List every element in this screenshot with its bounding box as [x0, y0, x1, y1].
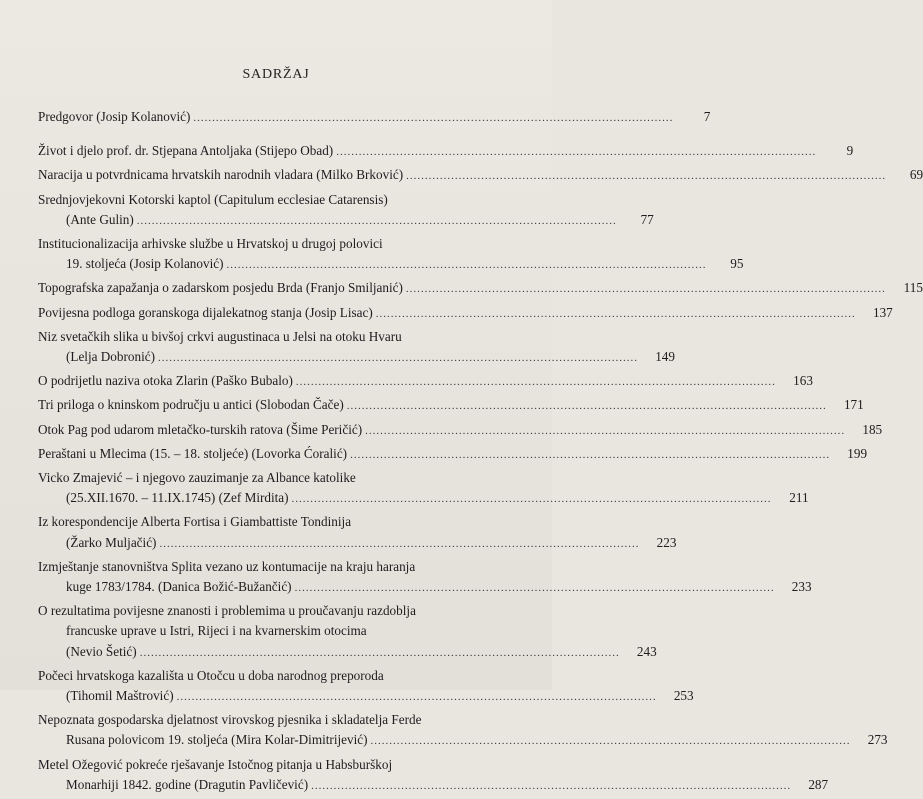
- toc-entry: [38, 190, 654, 231]
- toc-page-number: 211: [789, 490, 809, 506]
- toc-entry-text: Otok Pag pod udarom mletačko-turskih ratova (Šime Peričić): [38, 421, 363, 437]
- dot-leader: ................................................................................................................................: [375, 307, 856, 320]
- toc-line: [38, 371, 813, 392]
- toc-entry: [38, 755, 829, 796]
- toc-entry-text: Rusana polovicom 19. stoljeća (Mira Kolar-Dimitrijević): [66, 732, 368, 748]
- dot-leader: ................................................................................................................................: [157, 352, 638, 365]
- toc-entry-text: (Tihomil Maštrović): [66, 688, 174, 704]
- toc-entry: [38, 141, 854, 162]
- toc-entry: [38, 420, 883, 441]
- toc-entry-text: Iz korespondencije Alberta Fortisa i Giambattiste Tondinija: [38, 514, 352, 530]
- dot-leader: ................................................................................................................................: [336, 146, 817, 159]
- dot-leader: ................................................................................................................................: [226, 259, 707, 272]
- toc-entry-text: Peraštani u Mlecima (15. – 18. stoljeće) (Lovorka Ćoralić): [38, 445, 348, 461]
- toc-entry-text: Život i djelo prof. dr. Stjepana Antoljaka (Stijepo Obad): [38, 143, 334, 159]
- toc-entry-text: O podrijetlu naziva otoka Zlarin (Paško Bubalo): [38, 373, 293, 389]
- page-title: SADRŽAJ: [242, 67, 310, 82]
- toc-line: [38, 165, 923, 186]
- toc-line: [38, 420, 883, 441]
- toc-page-number: 95: [730, 256, 744, 272]
- toc-entry-text: Institucionalizacija arhivske službe u Hrvatskoj u drugoj polovici: [38, 236, 383, 252]
- toc-entry-text: Tri priloga o kninskom području u antici (Slobodan Čače): [38, 397, 344, 413]
- dot-leader: ................................................................................................................................: [291, 493, 772, 506]
- toc-entry-text: (Nevio Šetić): [66, 643, 137, 659]
- toc-entry-text: Povijesna podloga goranskoga dijalekatnog stanja (Josip Lisac): [38, 304, 373, 320]
- toc-entry-text: Vicko Zmajević – i njegovo zauzimanje za Albance katolike: [38, 470, 356, 486]
- toc-line: [38, 755, 524, 775]
- toc-page-number: 185: [862, 421, 883, 437]
- dot-leader: ................................................................................................................................: [370, 735, 851, 748]
- toc-entry-text: Topografska zapažanja o zadarskom posjedu Brda (Franjo Smiljanić): [38, 280, 403, 296]
- toc-entry-text: Niz svetačkih slika u bivšoj crkvi augustinaca u Jelsi na otoku Hvaru: [38, 328, 402, 344]
- toc-entry-text: O rezultatima povijesne znanosti i problemima u proučavanju razdoblja: [38, 603, 416, 619]
- toc-line: [38, 621, 524, 641]
- toc-line: [38, 234, 524, 254]
- toc-page-number: 9: [846, 143, 854, 159]
- toc-line: [38, 107, 711, 128]
- toc-line: [38, 327, 524, 347]
- spacer: [38, 131, 524, 141]
- toc-line: [38, 686, 694, 707]
- dot-leader: ................................................................................................................................: [295, 376, 776, 389]
- toc-entry: [38, 666, 694, 707]
- toc-line: [38, 710, 524, 730]
- toc-line: [38, 141, 854, 162]
- toc-entry: [38, 234, 744, 275]
- toc-entry-text: Izmještanje stanovništva Splita vezano uz kontumacije na kraju haranja: [38, 558, 416, 574]
- dot-leader: ................................................................................................................................: [365, 424, 846, 437]
- toc-line: [38, 254, 744, 275]
- toc-entry-text: (25.XII.1670. – 11.IX.1745) (Zef Mirdita): [66, 490, 289, 506]
- toc-line: [38, 601, 524, 621]
- toc-entry: [38, 601, 657, 663]
- toc-page-number: 233: [791, 579, 812, 595]
- toc-entry-text: 19. stoljeća (Josip Kolanović): [66, 256, 224, 272]
- toc-line: [38, 395, 864, 416]
- dot-leader: ................................................................................................................................: [139, 646, 620, 659]
- toc-page-number: 243: [636, 643, 657, 659]
- toc-entry: [38, 107, 711, 128]
- dot-leader: ................................................................................................................................: [193, 112, 674, 124]
- toc-page-number: 77: [640, 211, 654, 227]
- toc-entry-text: Nepoznata gospodarska djelatnost virovskog pjesnika i skladatelja Ferde: [38, 712, 422, 728]
- toc-entry: [38, 303, 893, 324]
- toc-line: [38, 278, 923, 299]
- toc-line: [38, 775, 829, 796]
- dot-leader: ................................................................................................................................: [346, 400, 827, 413]
- toc-line: [38, 666, 524, 686]
- toc-entry: [38, 395, 864, 416]
- toc-entry: [38, 327, 675, 368]
- toc-entry-text: francuske uprave u Istri, Rijeci i na kvarnerskim otocima: [66, 623, 367, 639]
- toc-entry-text: kuge 1783/1784. (Danica Božić-Bužančić): [66, 579, 292, 595]
- toc-entry: [38, 165, 923, 186]
- toc-entry: [38, 710, 888, 751]
- toc-page-number: 253: [673, 688, 694, 704]
- dot-leader: ................................................................................................................................: [405, 283, 886, 296]
- toc-page-number: 7: [703, 109, 711, 124]
- toc-line: [38, 468, 524, 488]
- toc-page-number: 137: [872, 304, 893, 320]
- toc-line: [38, 512, 524, 532]
- dot-leader: ................................................................................................................................: [406, 170, 887, 183]
- toc-line: [38, 642, 657, 663]
- toc-page-number: 149: [655, 349, 675, 365]
- toc-entry-text: (Ante Gulin): [66, 211, 134, 227]
- dot-leader: ................................................................................................................................: [311, 779, 792, 792]
- toc-entry: [38, 557, 812, 598]
- dot-leader: ................................................................................................................................: [136, 214, 617, 227]
- dot-leader: ................................................................................................................................: [350, 448, 831, 461]
- toc-entry-text: Metel Ožegović pokreće rješavanje Istočnog pitanja u Habsburškoj: [38, 756, 393, 772]
- toc-page-number: 163: [793, 373, 813, 389]
- dot-leader: ................................................................................................................................: [159, 537, 640, 550]
- toc-line: [38, 303, 893, 324]
- toc-page-number: 223: [656, 534, 677, 550]
- dot-leader: ................................................................................................................................: [176, 691, 657, 704]
- toc-page-number: 199: [847, 445, 868, 461]
- toc-entry-text: (Lelja Dobronić): [66, 349, 155, 365]
- toc-page-number: 115: [903, 280, 923, 296]
- toc-line: [38, 533, 677, 554]
- toc-entry: [38, 512, 677, 553]
- toc-line: [38, 347, 675, 368]
- toc-line: [38, 488, 809, 509]
- toc-page-number: 69: [909, 167, 923, 183]
- toc-entry-text: Naracija u potvrdnicama hrvatskih narodnih vladara (Milko Brković): [38, 167, 404, 183]
- toc-page-number: 273: [867, 732, 888, 748]
- toc-entry: [38, 468, 809, 509]
- toc-entry: [38, 278, 923, 299]
- toc-entry-text: Počeci hrvatskoga kazališta u Otočcu u doba narodnog preporoda: [38, 667, 384, 683]
- toc-entry-text: Monarhiji 1842. godine (Dragutin Pavličević): [66, 776, 309, 792]
- toc-page-number: 287: [808, 776, 829, 792]
- toc-line: [38, 577, 812, 598]
- toc-line: [38, 444, 868, 465]
- toc-entry-text: Srednjovjekovni Kotorski kaptol (Capitulum ecclesiae Catarensis): [38, 191, 388, 207]
- dot-leader: ................................................................................................................................: [294, 582, 775, 595]
- toc-line: [38, 210, 654, 231]
- table-of-contents: [38, 107, 923, 799]
- toc-entry: [38, 444, 868, 465]
- toc-page-number: 171: [843, 397, 864, 413]
- toc-line: [38, 190, 524, 210]
- toc-entry-text: Predgovor (Josip Kolanović): [38, 109, 191, 124]
- toc-entry-text: (Žarko Muljačić): [66, 534, 157, 550]
- toc-line: [38, 557, 524, 577]
- toc-line: [38, 730, 888, 751]
- toc-entry: [38, 371, 813, 392]
